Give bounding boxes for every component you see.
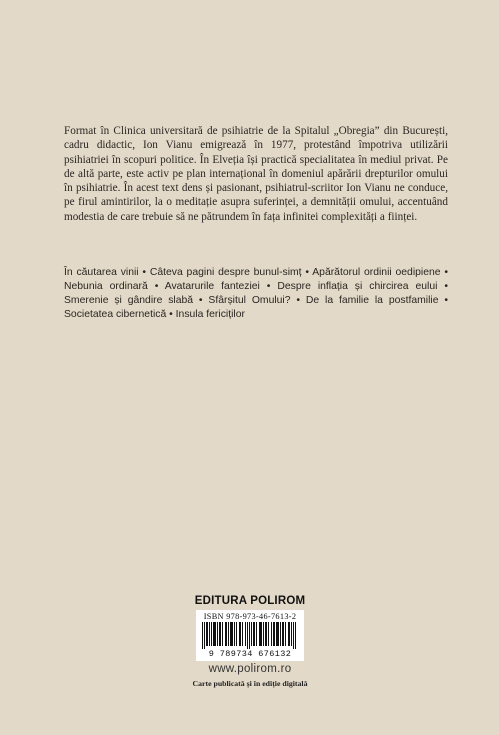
barcode-digits: 9 789734 676132 bbox=[208, 649, 292, 659]
isbn-number: ISBN 978-973-46-7613-2 bbox=[203, 612, 297, 621]
blurb-paragraph: Format în Clinica universitară de psihiatrie de la Spitalul „Obregia” din București, cadru didactic, Ion Vianu emigrează în 1977, protestând împotriva utilizării psihiatriei în scopuri politice. În Elveția își practică specialitatea în mediul privat. Pe de altă parte, este activ pe plan internațional în domeniul apărării drepturilor omului în psihiatrie. În acest text dens și pasionant, psihiatrul-scriitor Ion Vianu ne conduce, pe firul amintirilor, la o meditație asupra suferinței, a demnității omului, accentuând modestia de care trebuie să ne pătrundem în fața infinitei complexități a ființei. bbox=[64, 125, 448, 223]
digital-edition-note: Carte publicată și în ediție digitală bbox=[192, 679, 308, 688]
publisher-website: www.polirom.ro bbox=[208, 663, 292, 675]
publisher-name: EDITURA POLIROM bbox=[194, 595, 306, 607]
contents-list: În căutarea vinii • Câteva pagini despre bunul-simț • Apărătorul ordinii oedipiene • Nebunia ordinară • Avatarurile fanteziei • Despre inflația și chircirea eului • Smerenie și gândire slabă • Sfârșitul Omului? • De la familie la postfamilie • Societatea cibernetică • Insula fericiților bbox=[64, 267, 448, 320]
barcode-icon bbox=[200, 622, 300, 649]
isbn-barcode-box bbox=[196, 610, 304, 661]
publisher-block bbox=[150, 595, 350, 688]
